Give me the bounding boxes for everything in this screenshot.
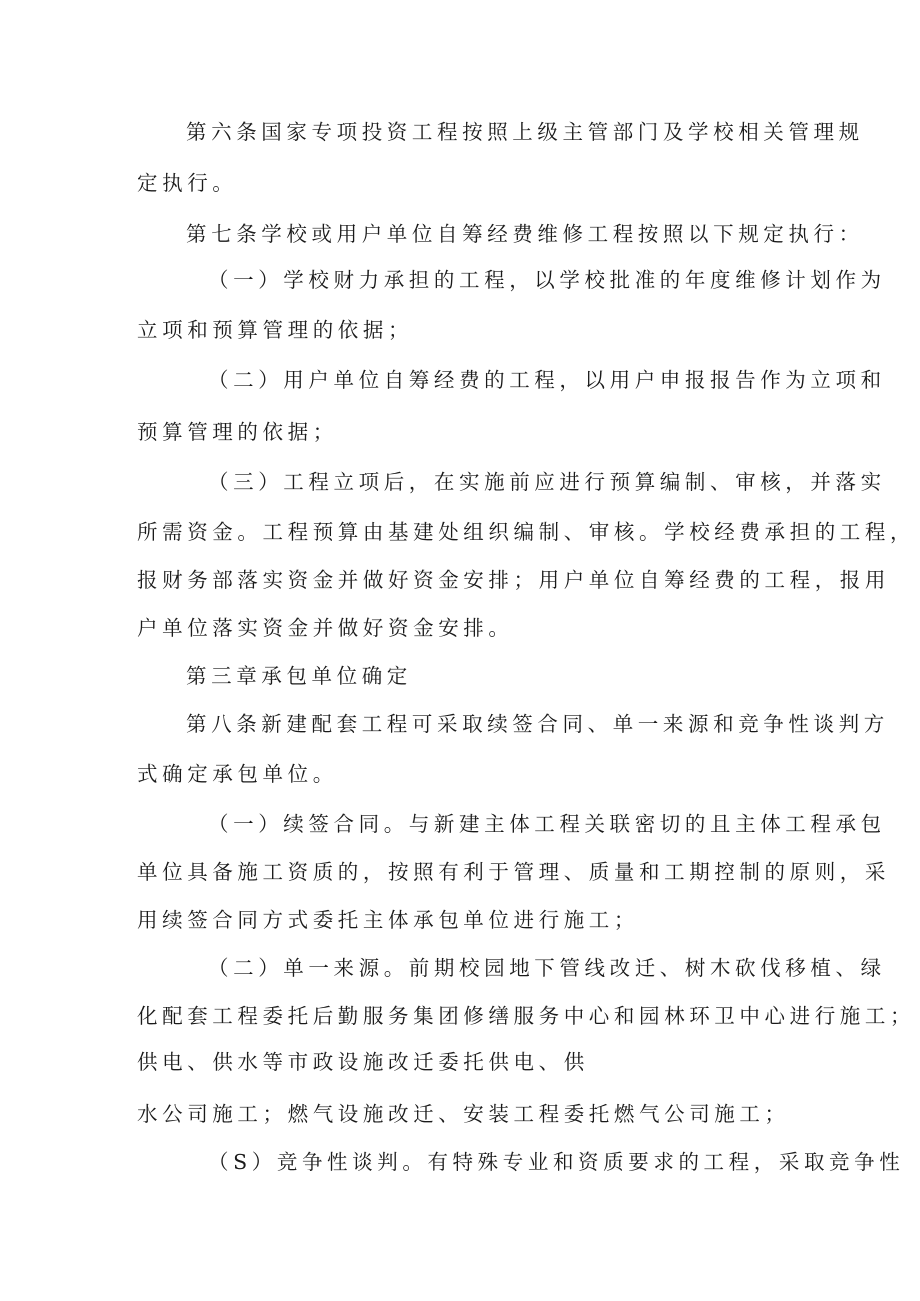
text-line: 单位具备施工资质的，按照有利于管理、质量和工期控制的原则，采 xyxy=(137,860,890,884)
text-line: 水公司施工；燃气设施改迁、安装工程委托燃气公司施工； xyxy=(137,1102,790,1126)
text-line: 预算管理的依据； xyxy=(137,420,338,444)
text-line: 立项和预算管理的依据； xyxy=(137,318,414,342)
text-line: 用续签合同方式委托主体承包单位进行施工； xyxy=(137,908,639,932)
text-line: 第六条国家专项投资工程按照上级主管部门及学校相关管理规 xyxy=(186,120,864,144)
text-line: （二）用户单位自筹经费的工程，以用户申报报告作为立项和 xyxy=(208,368,886,392)
text-line: 供电、供水等市政设施改迁委托供电、供 xyxy=(137,1050,589,1074)
text-line: 所需资金。工程预算由基建处组织编制、审核。学校经费承担的工程， xyxy=(137,520,916,544)
text-line: 第七条学校或用户单位自筹经费维修工程按照以下规定执行： xyxy=(186,222,864,246)
text-line: （S）竞争性谈判。有特殊专业和资质要求的工程，采取竞争性 xyxy=(208,1150,905,1174)
text-line: （二）单一来源。前期校园地下管线改迁、树木砍伐移植、绿 xyxy=(208,956,886,980)
text-line: 报财务部落实资金并做好资金安排；用户单位自筹经费的工程，报用 xyxy=(137,568,890,592)
text-line: 户单位落实资金并做好资金安排。 xyxy=(137,616,514,640)
text-line: （三）工程立项后，在实施前应进行预算编制、审核，并落实 xyxy=(208,470,886,494)
text-line: 式确定承包单位。 xyxy=(137,762,338,786)
text-line: （一）续签合同。与新建主体工程关联密切的且主体工程承包 xyxy=(208,812,886,836)
text-line: 化配套工程委托后勤服务集团修缮服务中心和园林环卫中心进行施工； xyxy=(137,1004,916,1028)
text-line: （一）学校财力承担的工程，以学校批准的年度维修计划作为 xyxy=(208,268,886,292)
chapter-heading: 第三章承包单位确定 xyxy=(186,664,412,688)
text-line: 定执行。 xyxy=(137,171,238,195)
text-line: 第八条新建配套工程可采取续签合同、单一来源和竞争性谈判方 xyxy=(186,712,889,736)
